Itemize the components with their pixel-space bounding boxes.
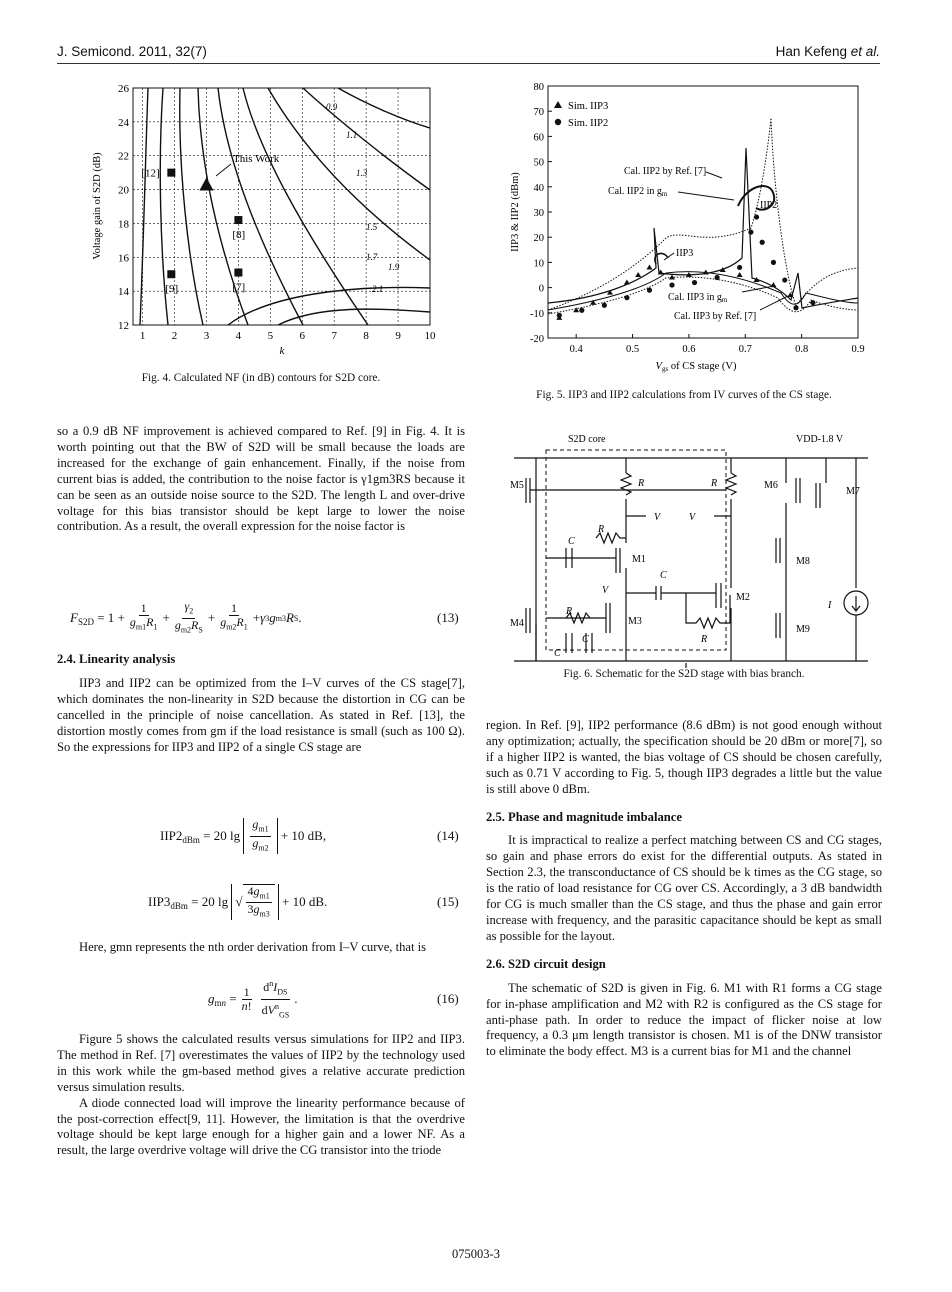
contour-label: 1.5 <box>366 222 378 232</box>
sim-iip2-point <box>602 303 607 308</box>
sim-iip2-point <box>737 265 742 270</box>
svg-text:R: R <box>598 524 605 535</box>
equation-13: F S2D = 1 + $\frac{1}{g_{m1}R_1}$ + $\frac{\gamma_2}{g_{m2}R_S}$ + $\frac{1}{g_{m2}R_1}$ + γ 3 g m3 R S . <box>70 599 302 634</box>
svg-text:R: R <box>566 606 573 617</box>
fig4-ytick: 12 <box>118 320 129 332</box>
fig5-xtick: 0.8 <box>795 344 809 355</box>
ref-marker <box>234 269 242 277</box>
sim-iip2-point <box>793 305 798 310</box>
fig5-xtick: 0.9 <box>851 344 865 355</box>
fig4-xtick: 5 <box>267 330 274 342</box>
fig5-ytick: -20 <box>530 334 544 345</box>
fig4-xtick: 10 <box>424 330 436 342</box>
left-col-sec24: 2.4. Linearity analysis IIP3 and IIP2 can be optimized from the I–V curves of the CS stage[7], which dominates the non-linearity in S2D because the distortion in CG can be cancelled in the principle of noise cancellation. As stated in Ref. [13], the distortion mostly comes from gm if the load resistance is small (such as 100 Ω). So the expressions for IIP3 and IIP2 of a single CS stage are <box>57 652 465 754</box>
sim-iip3-point <box>635 272 641 277</box>
sim-iip2-point <box>624 295 629 300</box>
fig4-ytick: 26 <box>118 83 129 95</box>
ref-marker <box>167 270 175 278</box>
right-col-body: region. In Ref. [9], IIP2 performance (8.6 dBm) is not good enough without any optimization; actually, the specification should be 20 dBm or more[7], so if a higher IIP2 is wanted, the bias voltage of CS should be chosen carefully, such as 0.71 V according to Fig. 5, though IIP3 degrades a little but the value is still above 0 dBm. 2.5. Phase and magnitude imbalance It is impractical to realize a perfect matching between CS and CG stages, so gain and phase errors do exist for the differential outputs. As stated in Section 2.3, the transconductance of CS should be k times as the CG stage, so is the ratio of load resistance for CG over CS. Accordingly, a 3 dB bandwidth for CG is much smaller than the CS stage, and thus the phase and gain error increase with frequency, and the parasitic capacitance should be kept as small as possible for the layout. 2.6. S2D circuit design The schematic of S2D is given in Fig. 6. M1 with R1 forms a CG stage for in-phase amplification and M2 with R2 is configured as the CS stage for anti-phase path. In order to reduce the impact of flicker noise at low frequency, a 0.3 μm length transistor is chosen. M1 is of the DNW transistor to eliminate the body effect. M3 is a current bias for M1 and the channel <box>486 718 882 1059</box>
sim-iip3-point <box>737 272 743 277</box>
contour-label: 1.9 <box>388 262 400 272</box>
fig5-caption: Fig. 5. IIP3 and IIP2 calculations from IV curves of the CS stage. <box>536 389 832 401</box>
fig5-xtick: 0.4 <box>569 344 583 355</box>
fig5-ytick: 50 <box>533 157 544 169</box>
fig4-contour-plot <box>88 80 448 360</box>
svg-text:M2: M2 <box>736 592 750 603</box>
fig5-xtick: 0.7 <box>738 344 752 355</box>
fig5-ytick: 10 <box>533 258 544 270</box>
sim-iip2-point <box>748 230 753 235</box>
contour-label: 1.3 <box>356 168 368 178</box>
svg-text:M6: M6 <box>764 480 778 491</box>
ref-label: [9] <box>165 283 179 296</box>
svg-text:C: C <box>568 536 575 547</box>
author-header: Han Kefeng et al. <box>775 44 880 59</box>
eq15-number: (15) <box>437 894 459 909</box>
svg-text:R: R <box>701 634 708 645</box>
fig5-ytick: 40 <box>533 182 544 194</box>
fig4-ytick: 18 <box>118 218 129 231</box>
fig5-ytick: 70 <box>533 107 544 119</box>
svg-text:R: R <box>638 478 645 489</box>
fig4-ytick: 22 <box>118 150 129 163</box>
fig5-ytick: 30 <box>533 208 544 219</box>
sim-iip2-point <box>810 300 815 305</box>
fig5-ytick: 80 <box>533 82 544 93</box>
equation-16: g mn = $\frac{1}{n!}$ $\frac{d^nI_{DS}}{dV^n_{GS}}$ . <box>208 979 298 1019</box>
this-work-label: This Work <box>233 153 280 165</box>
svg-text:C: C <box>660 570 667 581</box>
sim-iip2-point <box>714 275 719 280</box>
ref-marker <box>167 169 175 177</box>
sim-iip2-point <box>782 277 787 282</box>
contour-label: 2.1 <box>372 284 384 294</box>
svg-text:C: C <box>582 634 589 645</box>
fig4-xtick: 1 <box>139 330 146 342</box>
journal-header: J. Semicond. 2011, 32(7) <box>57 44 207 59</box>
svg-text:M4: M4 <box>510 618 524 629</box>
eq14-number: (14) <box>437 828 459 843</box>
s2d-core-label: S2D core <box>568 434 606 445</box>
left-col-para1: so a 0.9 dB NF improvement is achieved compared to Ref. [9] in Fig. 4. It is worth pointing out that the BW of S2D will be small because the loads are increased for the exchange of gain enhancement. Finally, if the noise from current bias is added, the contribution to the noise factor is γ1gm3RS because it can be seen as an outside noise source to the S2D. The length L and over-drive voltage for this bias transistor should be kept large to lower the noise contribution. As a result, the overall expression for the noise factor is <box>57 424 465 534</box>
sim-iip2-point <box>647 288 652 293</box>
fig4-ytick: 24 <box>118 116 129 129</box>
fig4-xtick: 8 <box>363 330 369 342</box>
left-col-para3: Here, gmn represents the nth order derivation from I–V curve, that is <box>79 940 427 954</box>
svg-text:M7: M7 <box>846 486 860 497</box>
fig5-ytick: -10 <box>530 308 544 320</box>
svg-text:M9: M9 <box>796 624 810 635</box>
eq13-number: (13) <box>437 610 459 625</box>
page-number: 075003-3 <box>452 1247 500 1261</box>
fig4-xtick: 7 <box>331 330 337 342</box>
svg-text:V: V <box>602 585 609 596</box>
label-iip3-gm: Cal. IIP3 in $g_m$ <box>668 292 728 304</box>
sim-iip2-point <box>760 240 765 245</box>
ref-label: [12] <box>141 167 160 180</box>
svg-text:M3: M3 <box>628 616 642 627</box>
ref-marker <box>234 216 242 224</box>
svg-text:C: C <box>554 648 561 659</box>
fig5-xlabel: Vgs of CS stage (V) <box>655 361 737 373</box>
fig4-ytick: 14 <box>118 286 129 299</box>
sim-iip3-point <box>624 280 630 285</box>
fig4-ytick: 16 <box>118 252 129 265</box>
legend-sim-iip2: Sim. IIP2 <box>568 118 609 129</box>
label-iip3-ref: Cal. IIP3 by Ref. [7] <box>674 311 757 322</box>
sim-iip2-point <box>771 260 776 265</box>
equation-14: IIP2 dBm = 20 lg $\frac{g_{m1}}{g_{m2}}$ + 10 dB, <box>160 817 327 852</box>
eq16-number: (16) <box>437 991 459 1006</box>
fig5-ytick: 20 <box>533 233 544 245</box>
fig6-caption: Fig. 6. Schematic for the S2D stage with bias branch. <box>563 668 805 680</box>
this-work-marker <box>199 177 213 190</box>
sim-iip2-point <box>579 308 584 313</box>
fig5-ylabel: IIP3 & IIP2 (dBm) <box>510 172 521 252</box>
fig6-schematic <box>506 428 876 668</box>
sim-iip2-point <box>557 313 562 318</box>
contour-label: 1.7 <box>366 252 378 262</box>
fig5-ytick: 0 <box>538 283 544 295</box>
ref-label: [8] <box>232 229 246 242</box>
equation-15: IIP3 dBm = 20 lg √ $\frac{4g_{m1}}{3g_{m3}}$ + 10 dB. <box>148 883 328 919</box>
svg-text:R: R <box>711 478 718 489</box>
left-col-para45: Figure 5 shows the calculated results versus simulations for IIP2 and IIP3. The method in Ref. [7] overestimates the values of IIP2 by the technology used in this work while the gm-based method gives a relative accurate prediction versus simulation results. A diode connected load will improve the linearity performance because of the post-correction effect[9, 11]. However, the limitation is that the overdrive voltage should be kept large enough for a higher gain and a lower NF. As a result, the large overdrive voltage will drive the CG transistor into the triode <box>57 1032 465 1158</box>
label-iip2: IIP2 <box>760 200 778 211</box>
label-iip2-gm: Cal. IIP2 in $g_m$ <box>608 186 668 198</box>
svg-text:V: V <box>654 512 661 523</box>
label-iip2-ref: Cal. IIP2 by Ref. [7] <box>624 166 707 177</box>
ref-label: [7] <box>232 281 246 294</box>
fig4-caption: Fig. 4. Calculated NF (in dB) contours for S2D core. <box>141 372 381 384</box>
sim-iip2-point <box>754 214 759 219</box>
vdd-label: VDD-1.8 V <box>796 434 844 445</box>
fig4-xtick: 9 <box>395 330 401 342</box>
fig5-xtick: 0.5 <box>625 344 640 355</box>
header-rule <box>57 63 880 64</box>
contour-label: 0.9 <box>326 102 338 112</box>
fig4-ylabel: Voltage gain of S2D (dB) <box>92 152 103 260</box>
sim-iip2-point <box>669 282 674 287</box>
label-iip3: IIP3 <box>676 248 694 259</box>
fig4-xtick: 2 <box>171 330 178 342</box>
svg-text:M1: M1 <box>632 554 646 565</box>
sim-iip2-point <box>692 280 697 285</box>
sim-iip3-point <box>646 264 652 269</box>
svg-text:V: V <box>689 512 696 523</box>
fig4-xlabel: k <box>279 345 285 357</box>
svg-text:I: I <box>828 600 832 611</box>
contour-label: 1.1 <box>346 130 358 140</box>
fig4-xtick: 3 <box>203 330 210 342</box>
svg-text:M5: M5 <box>510 480 524 491</box>
legend-sim-iip3: Sim. IIP3 <box>568 101 609 112</box>
svg-text:M8: M8 <box>796 556 810 567</box>
fig4-xtick: 4 <box>235 330 242 342</box>
fig4-ytick: 20 <box>118 184 129 197</box>
fig5-linearity-plot <box>506 78 876 378</box>
fig4-xtick: 6 <box>299 330 306 342</box>
fig5-ytick: 60 <box>533 132 544 144</box>
fig5-xtick: 0.6 <box>682 344 696 355</box>
